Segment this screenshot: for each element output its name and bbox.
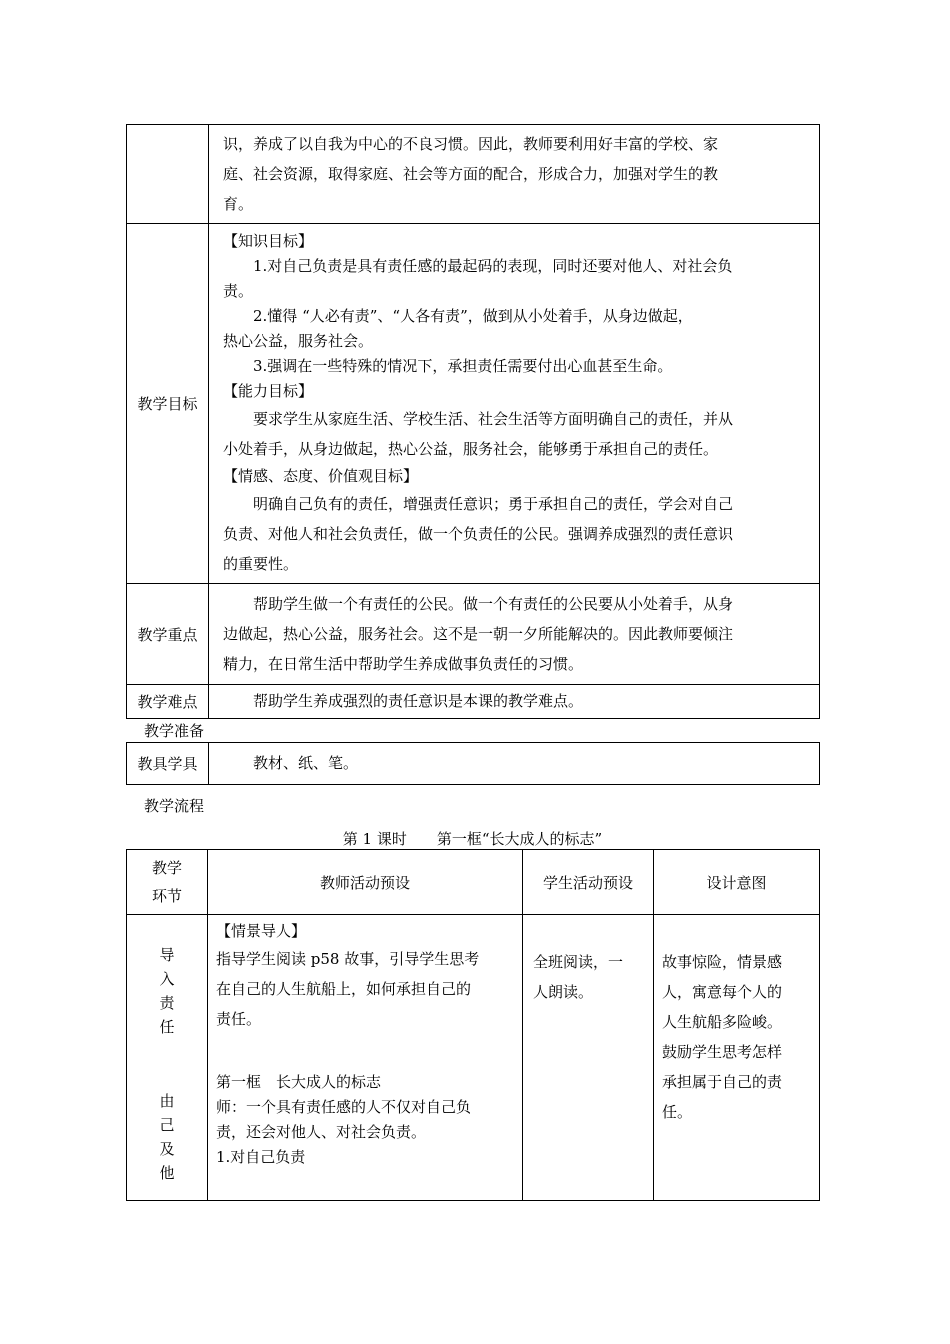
difficulty-content xyxy=(209,685,820,719)
header-student: 学生活动预设 xyxy=(523,850,654,915)
stage-char: 由 xyxy=(159,1092,175,1110)
stage-char: 己 xyxy=(159,1116,175,1134)
text-line: 责，还会对他人、对社会负责。 xyxy=(216,1123,427,1141)
design-intent-cell xyxy=(654,915,820,1201)
text-line: 1.对自己负责 xyxy=(216,1148,306,1166)
goals-label: 教学目标 xyxy=(127,224,209,584)
ability-heading: 【能力目标】 xyxy=(223,381,314,400)
difficulty-row xyxy=(127,685,820,719)
text-line: 3.强调在一些特殊的情况下，承担责任需要付出心血甚至生命。 xyxy=(253,356,673,375)
text-line: 边做起，热心公益，服务社会。这不是一朝一夕所能解决的。因此教师要倾注 xyxy=(223,625,734,643)
prep-label: 教具学具 xyxy=(127,743,209,785)
text-line: 任。 xyxy=(662,1103,693,1121)
student-activity-cell xyxy=(523,915,654,1201)
text-line: 人，寓意每个人的 xyxy=(662,983,783,1001)
continuation-row xyxy=(127,125,820,224)
text-line: 第一框 长大成人的标志 xyxy=(216,1073,382,1091)
header-stage-top: 教学 xyxy=(151,859,182,877)
focus-content xyxy=(209,584,820,685)
flow-heading: 教学流程 xyxy=(144,797,205,815)
stage-intro xyxy=(127,943,207,1039)
lesson-title: 第 1 课时 第一框“长大成人的标志” xyxy=(342,830,603,848)
prep-content xyxy=(209,743,820,785)
text-line: 育。 xyxy=(223,195,254,213)
text-line: 承担属于自己的责 xyxy=(662,1073,783,1091)
stage-char: 任 xyxy=(159,1018,175,1036)
stage-self-to-others xyxy=(127,1089,207,1185)
text-line: 鼓励学生思考怎样 xyxy=(662,1043,783,1061)
goals-content xyxy=(209,224,820,584)
stage-char: 及 xyxy=(159,1140,175,1158)
text-line: 指导学生阅读 p58 故事，引导学生思考 xyxy=(216,950,480,968)
header-stage-bottom: 环节 xyxy=(151,887,182,905)
prep-heading: 教学准备 xyxy=(144,722,205,740)
text-line: 人生航船多险峻。 xyxy=(662,1013,783,1031)
text-line: 【情景导人】 xyxy=(216,922,307,940)
stage-cell xyxy=(127,915,208,1201)
teacher-activity-cell xyxy=(208,915,523,1201)
text-line: 故事惊险，情景感 xyxy=(662,953,783,971)
stage-char: 他 xyxy=(159,1164,175,1182)
text-line: 在自己的人生航船上，如何承担自己的 xyxy=(216,980,472,998)
lesson-plan-table xyxy=(126,124,820,719)
text-line: 精力，在日常生活中帮助学生养成做事负责任的习惯。 xyxy=(223,655,584,673)
header-design: 设计意图 xyxy=(654,850,820,915)
header-stage xyxy=(127,850,208,915)
knowledge-heading: 【知识目标】 xyxy=(223,231,314,250)
flow-table xyxy=(126,849,820,1201)
text-line: 识，养成了以自我为中心的不良习惯。因此，教师要利用好丰富的学校、家 xyxy=(223,135,719,153)
empty-label-cell xyxy=(127,125,209,224)
emotion-heading: 【情感、态度、价值观目标】 xyxy=(223,466,419,485)
flow-body-row xyxy=(127,915,820,1201)
text-line: 教材、纸、笔。 xyxy=(253,754,359,772)
text-line: 人朗读。 xyxy=(533,983,594,1001)
focus-row xyxy=(127,584,820,685)
goals-row xyxy=(127,224,820,584)
text-line: 帮助学生做一个有责任的公民。做一个有责任的公民要从小处着手，从身 xyxy=(253,595,734,613)
text-line: 责。 xyxy=(223,281,254,300)
text-line: 热心公益，服务社会。 xyxy=(223,331,374,350)
text-line: 庭、社会资源，取得家庭、社会等方面的配合，形成合力，加强对学生的教 xyxy=(223,165,719,183)
text-line: 责任。 xyxy=(216,1010,262,1028)
focus-label: 教学重点 xyxy=(127,584,209,685)
text-line: 负责、对他人和社会负责任，做一个负责任的公民。强调养成强烈的责任意识 xyxy=(223,524,734,543)
header-teacher: 教师活动预设 xyxy=(208,850,523,915)
text-line: 要求学生从家庭生活、学校生活、社会生活等方面明确自己的责任，并从 xyxy=(253,409,734,428)
text-line: 全班阅读，一 xyxy=(533,953,624,971)
stage-char: 入 xyxy=(159,970,175,988)
text-line: 师：一个具有责任感的人不仅对自己负 xyxy=(216,1098,472,1116)
text-line: 明确自己负有的责任，增强责任意识；勇于承担自己的责任，学会对自己 xyxy=(253,494,734,513)
prep-table xyxy=(126,742,820,785)
continuation-text xyxy=(209,125,820,224)
text-line: 1.对自己负责是具有责任感的最起码的表现，同时还要对他人、对社会负 xyxy=(253,256,733,275)
stage-char: 导 xyxy=(159,946,175,964)
difficulty-label: 教学难点 xyxy=(127,685,209,719)
stage-char: 责 xyxy=(159,994,175,1012)
text-line: 小处着手，从身边做起，热心公益，服务社会，能够勇于承担自己的责任。 xyxy=(223,439,719,458)
text-line: 2.懂得 “人必有责”、“人各有责”，做到从小处着手，从身边做起， xyxy=(253,306,693,325)
text-line: 的重要性。 xyxy=(223,554,299,573)
flow-header-row xyxy=(127,850,820,915)
text-line: 帮助学生养成强烈的责任意识是本课的教学难点。 xyxy=(253,692,584,710)
